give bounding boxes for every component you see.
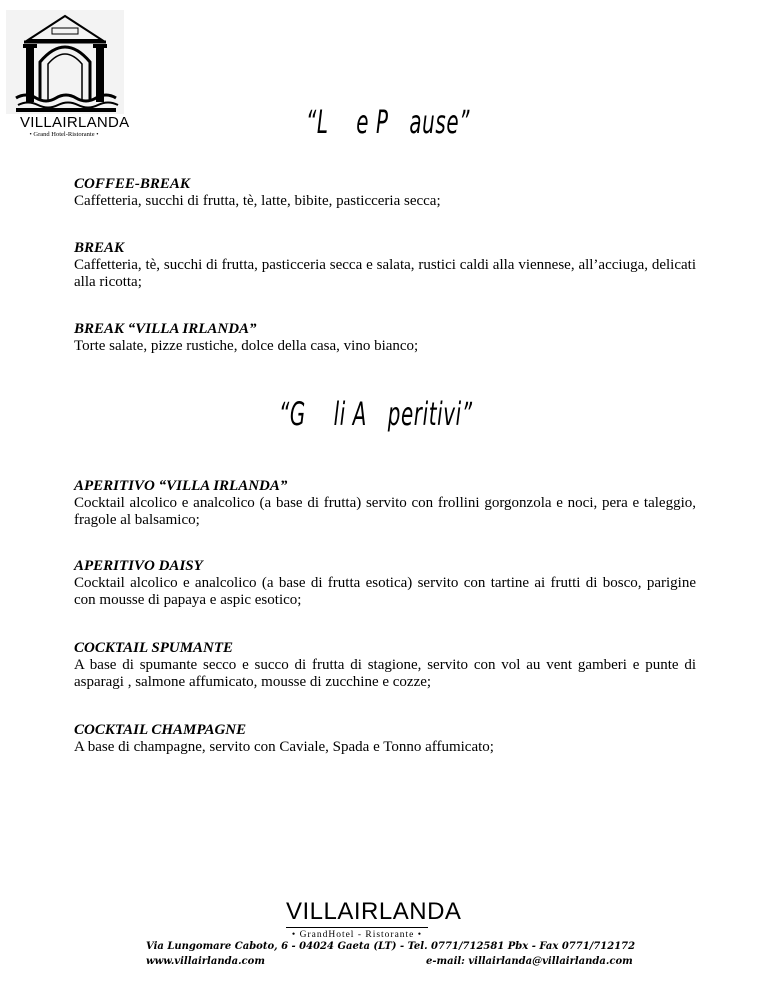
menu-item-title: COCKTAIL SPUMANTE: [74, 640, 234, 656]
bottom-logo-brand: VILLAIRLANDA: [286, 898, 462, 925]
menu-item: [74, 176, 696, 210]
menu-item-title: BREAK: [74, 240, 125, 256]
menu-item-title: APERITIVO DAISY: [74, 558, 203, 574]
footer-website: www.villairlanda.com: [146, 956, 265, 967]
top-logo-subtitle: • Grand Hotel-Ristorante •: [29, 131, 99, 138]
menu-item: [74, 722, 696, 756]
footer-email: e-mail: villairlanda@villairlanda.com: [426, 956, 633, 967]
menu-item-description: Torte salate, pizze rustiche, dolce della casa, vino bianco;: [74, 338, 419, 354]
menu-item: [74, 321, 696, 355]
menu-item-title: BREAK “VILLA IRLANDA”: [74, 321, 257, 337]
menu-item-description: A base di spumante secco e succo di frutta di stagione, servito con vol au vent gamberi e punte di asparagi , salmone affumicato, mousse di zucchine e cozze;: [74, 657, 696, 690]
top-logo-brand: VILLAIRLANDA: [20, 114, 130, 131]
top-logo: [6, 10, 130, 140]
menu-item: [74, 478, 696, 529]
menu-item: [74, 240, 696, 291]
menu-item-description: Cocktail alcolico e analcolico (a base di frutta) servito con frollini gorgonzola e noci, pera e taleggio, fragole al balsamico;: [74, 495, 696, 528]
section-heading-pause: “L e P ause”: [306, 103, 471, 141]
menu-item-description: Caffetteria, tè, succhi di frutta, pasticceria secca e salata, rustici caldi alla viennese, all’acciuga, delicati alla ricotta;: [74, 257, 696, 290]
section-heading-aperitivi: “G li A peritivi”: [279, 395, 473, 433]
menu-item-title: APERITIVO “VILLA IRLANDA”: [74, 478, 288, 494]
menu-item-description: Caffetteria, succhi di frutta, tè, latte, bibite, pasticceria secca;: [74, 193, 441, 209]
villa-arch-icon: [6, 10, 124, 114]
menu-item-title: COCKTAIL CHAMPAGNE: [74, 722, 247, 738]
menu-item-description: Cocktail alcolico e analcolico (a base di frutta esotica) servito con tartine ai frutti di bosco, parigine con mousse di papaya e aspic esotico;: [74, 575, 696, 608]
menu-item-description: A base di champagne, servito con Caviale, Spada e Tonno affumicato;: [74, 739, 494, 755]
bottom-logo: [286, 898, 462, 940]
menu-item: [74, 558, 696, 609]
bottom-logo-subtitle: • GrandHotel - Ristorante •: [286, 927, 428, 940]
footer-address: Via Lungomare Caboto, 6 - 04024 Gaeta (LT) - Tel. 0771/712581 Pbx - Fax 0771/712172: [146, 941, 636, 952]
menu-item-title: COFFEE-BREAK: [74, 176, 190, 192]
menu-item: [74, 640, 696, 691]
